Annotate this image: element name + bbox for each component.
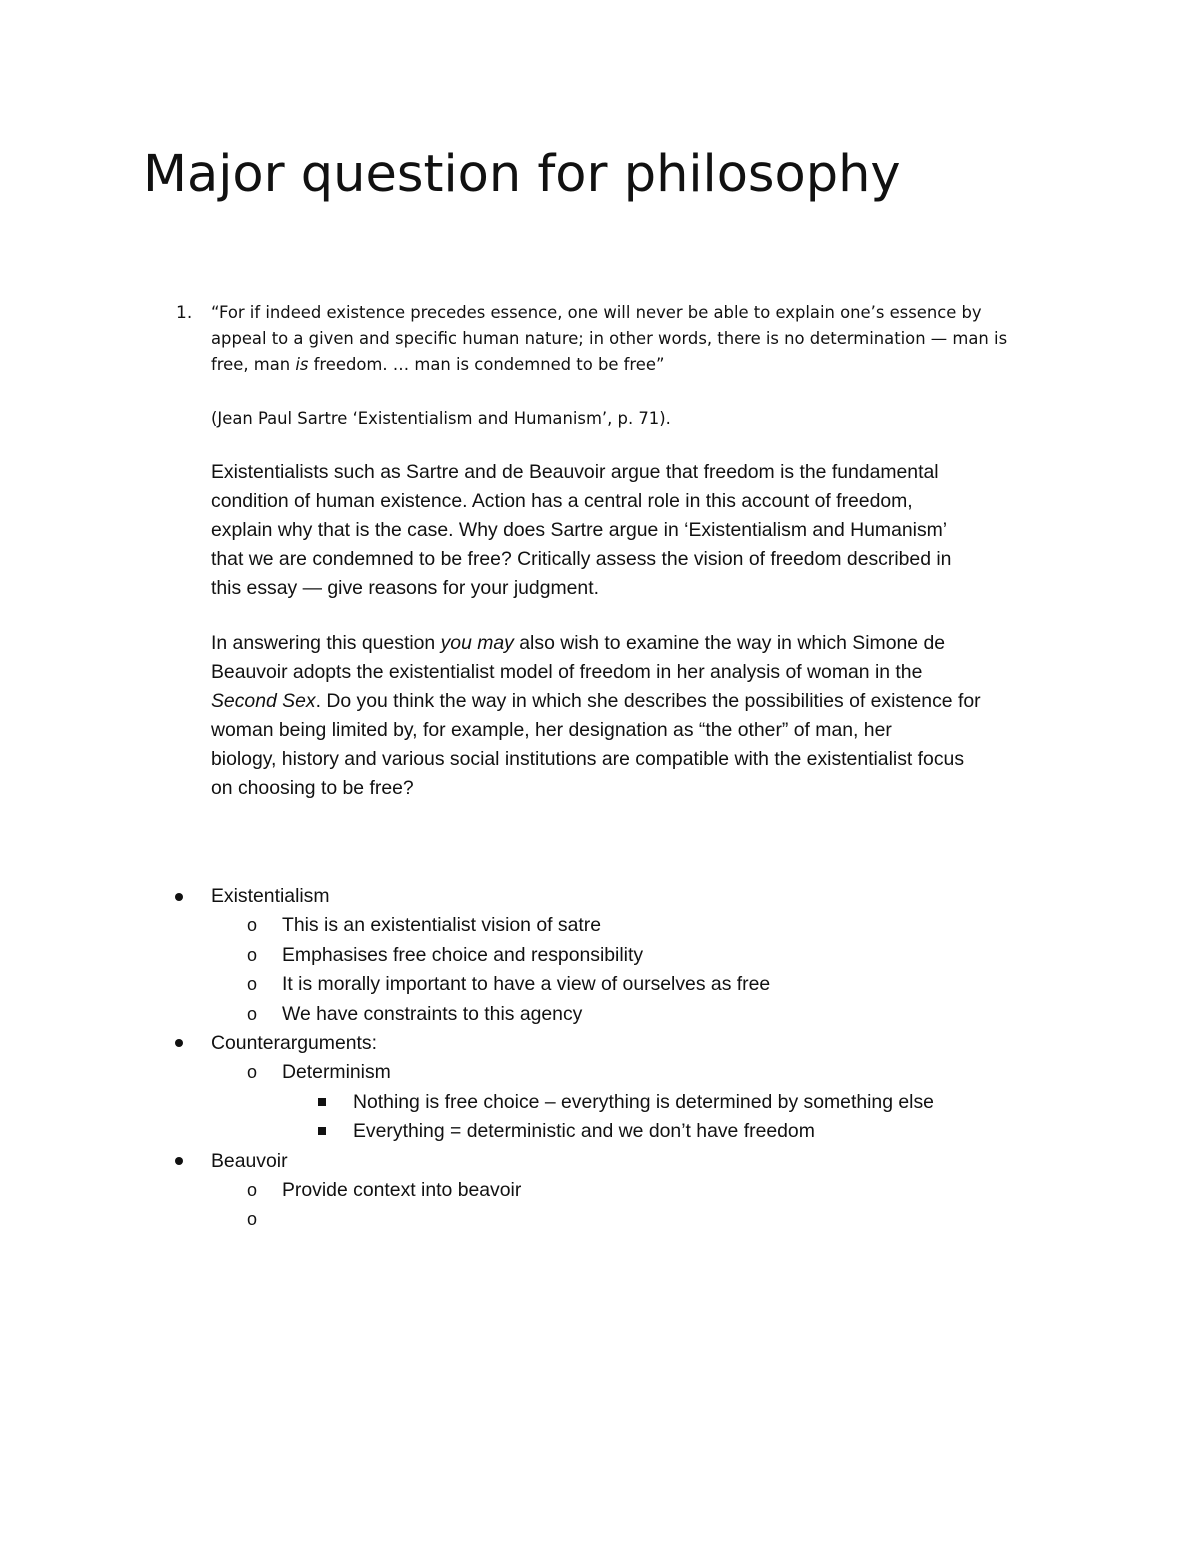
- outline-item-level-2: [0, 1205, 1200, 1234]
- prompt-line: this essay — give reasons for your judgment.: [211, 577, 599, 599]
- quote-text: free, man: [211, 355, 296, 374]
- prompt-text: In answering this question: [211, 632, 441, 654]
- notes-outline: [0, 882, 1200, 1235]
- prompt-emphasis: you may: [440, 632, 514, 654]
- outline-item-level-3: [0, 1117, 1200, 1146]
- outline-item-level-2: [0, 1000, 1200, 1029]
- outline-item-text: It is morally important to have a view of ourselves as free: [282, 973, 771, 996]
- outline-item-text: Determinism: [282, 1061, 391, 1084]
- circle-glyph: o: [247, 915, 258, 936]
- prompt-line: on choosing to be free?: [211, 777, 414, 799]
- prompt-line: woman being limited by, for example, her designation as “the other” of man, her: [211, 719, 892, 741]
- circle-glyph: o: [247, 974, 258, 995]
- circle-glyph: o: [247, 944, 258, 965]
- outline-item-text: We have constraints to this agency: [282, 1002, 583, 1025]
- question-number: 1.: [176, 303, 193, 323]
- circle-glyph: o: [247, 1209, 258, 1230]
- outline-item-level-2: [0, 1058, 1200, 1087]
- quote-line: “For if indeed existence precedes essence, one will never be able to explain one’s essence by: [211, 303, 982, 322]
- quote-line: [211, 352, 1091, 378]
- outline-item-text: Existentialism: [211, 885, 330, 907]
- outline-item-text: Emphasises free choice and responsibility: [282, 943, 644, 966]
- prompt-text: also wish to examine the way in which Simone de: [513, 632, 946, 654]
- outline-item-level-3: [0, 1088, 1200, 1117]
- essay-prompt-paragraph-1: [211, 458, 1091, 603]
- circle-glyph: o: [247, 1179, 258, 1200]
- prompt-line: [211, 629, 1091, 658]
- disc-shape: [175, 1039, 183, 1047]
- square-shape: [318, 1127, 326, 1135]
- prompt-line: explain why that is the case. Why does Sartre argue in ‘Existentialism and Humanism’: [211, 519, 948, 541]
- quote-emphasis: is: [295, 355, 309, 374]
- outline-item-text: Beauvoir: [211, 1149, 288, 1172]
- essay-prompt-paragraph-2: [211, 629, 1091, 803]
- book-title: Second Sex: [211, 690, 316, 712]
- outline-item-level-2: [0, 970, 1200, 999]
- square-shape: [318, 1098, 326, 1106]
- outline-item-level-2: [0, 941, 1200, 970]
- quote-line: appeal to a given and specific human nature; in other words, there is no determination — man is: [211, 329, 1008, 348]
- prompt-line: Beauvoir adopts the existentialist model of freedom in her analysis of woman in the: [211, 661, 923, 683]
- outline-item-level-1: [0, 882, 1200, 911]
- quote-text: freedom. … man is condemned to be free”: [308, 355, 665, 374]
- outline-item-text: Provide context into beavoir: [282, 1178, 522, 1201]
- circle-glyph: o: [247, 1003, 258, 1024]
- prompt-text: . Do you think the way in which she describes the possibilities of existence for: [315, 690, 981, 712]
- prompt-line: Existentialists such as Sartre and de Beauvoir argue that freedom is the fundamental: [211, 461, 939, 483]
- disc-shape: [175, 1157, 183, 1165]
- prompt-line: that we are condemned to be free? Critically assess the vision of freedom described in: [211, 548, 952, 570]
- prompt-line: condition of human existence. Action has a central role in this account of freedom,: [211, 490, 913, 512]
- disc-shape: [175, 893, 183, 901]
- outline-item-text: Counterarguments:: [211, 1031, 377, 1054]
- outline-item-level-1: [0, 1147, 1200, 1176]
- outline-item-level-2: [0, 1176, 1200, 1205]
- prompt-line: [211, 687, 1091, 716]
- page-title: Major question for philosophy: [143, 145, 901, 204]
- outline-item-text: Nothing is free choice – everything is determined by something else: [353, 1090, 934, 1113]
- circle-glyph: o: [247, 1062, 258, 1083]
- prompt-line: biology, history and various social institutions are compatible with the existentialist focus: [211, 748, 965, 770]
- outline-item-level-2: [0, 911, 1200, 940]
- outline-item-level-1: [0, 1029, 1200, 1058]
- outline-item-text: This is an existentialist vision of satre: [282, 914, 601, 937]
- sartre-quote: [211, 300, 1091, 378]
- quote-citation: (Jean Paul Sartre ‘Existentialism and Humanism’, p. 71).: [211, 409, 671, 428]
- outline-item-text: Everything = deterministic and we don’t have freedom: [353, 1120, 815, 1143]
